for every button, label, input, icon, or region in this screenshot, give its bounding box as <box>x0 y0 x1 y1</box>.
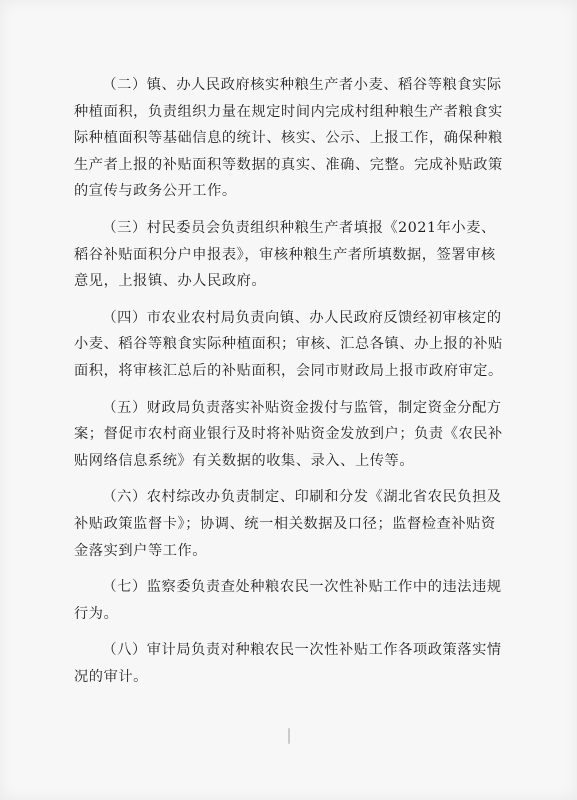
page-mark <box>288 728 290 744</box>
paragraph-8: （八）审计局负责对种粮农民一次性补贴工作各项政策落实情况的审计。 <box>74 642 502 685</box>
paragraph-2: （二）镇、办人民政府核实种粮生产者小麦、稻谷等粮食实际种植面积，负责组织力量在规定时间内完成村组种粮生产者粮食实际种植面积等基础信息的统计、核实、公示、上报工作，确保种粮生产者上报的补贴面积等数据的真实、准确、完整。完成补贴政策的宣传与政务公开工作。 <box>74 77 503 200</box>
document-body <box>74 72 506 700</box>
paragraph-7: （七）监察委负责查处种粮农民一次性补贴工作中的违法违规行为。 <box>74 579 502 622</box>
paragraph-5: （五）财政局负责落实补贴资金拨付与监管，制定资金分配方案；督促市农村商业银行及时将补贴资金发放到户；负责《农民补贴网络信息系统》有关数据的收集、录入、上传等。 <box>74 399 503 469</box>
paragraph-4: （四）市农业农村局负责向镇、办人民政府反馈经初审核定的小麦、稻谷等粮食实际种植面积；审核、汇总各镇、办上报的补贴面积，将审核汇总后的补贴面积，会同市财政局上报市政府审定。 <box>74 309 503 379</box>
paragraph-3: （三）村民委员会负责组织种粮生产者填报《2021年小麦、稻谷补贴面积分户申报表》，审核种粮生产者所填数据，签署审核意见，上报镇、办人民政府。 <box>74 219 496 290</box>
paragraph-6: （六）农村综改办负责制定、印刷和分发《湖北省农民负担及补贴政策监督卡》；协调、统一相关数据及口径；监督检查补贴资金落实到户等工作。 <box>74 489 502 559</box>
